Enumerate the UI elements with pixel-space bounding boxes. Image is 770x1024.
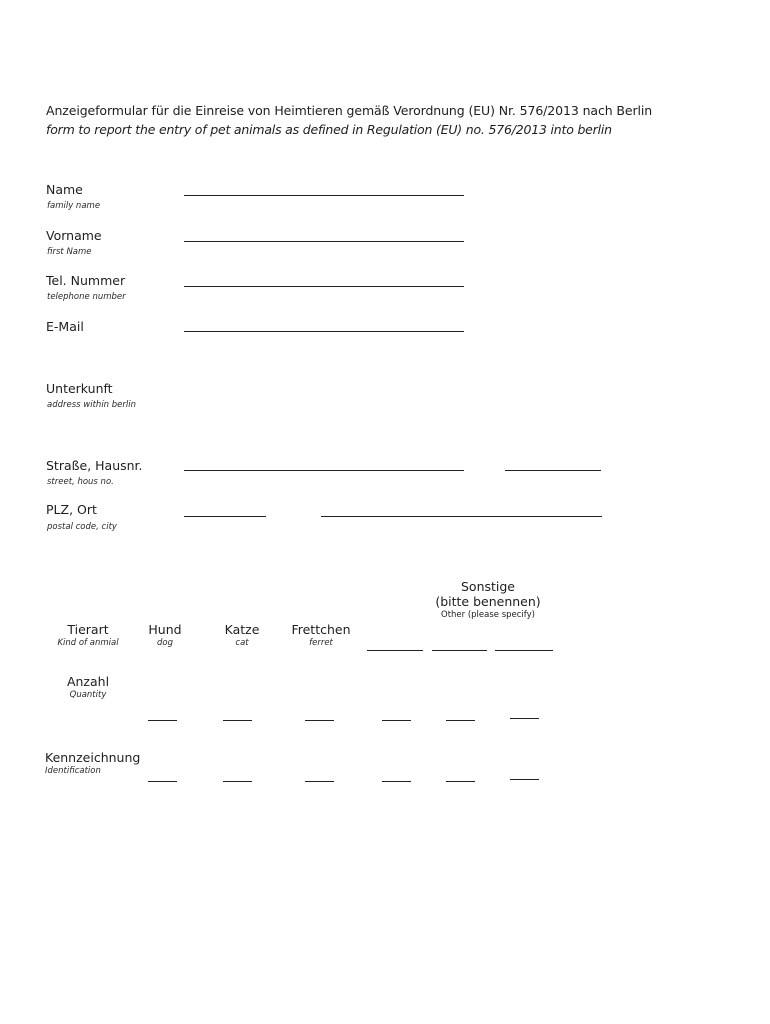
quantity-dog-field[interactable] [148,720,177,721]
other-header-line1: Sonstige [460,579,516,594]
accommodation-label: Unterkunft [46,381,113,396]
postal-code-field[interactable] [184,516,266,517]
column-cat-label: Katze [224,622,260,637]
quantity-cat-field[interactable] [223,720,252,721]
tel-label: Tel. Nummer [46,273,126,288]
identification-label: Kennzeichnung [45,750,141,765]
column-ferret-label: Frettchen [291,622,351,637]
city-field[interactable] [321,516,602,517]
quantity-other-3-field[interactable] [510,718,539,719]
other-header-line2: (bitte benennen) [435,594,541,609]
identification-sublabel: Identification [45,766,101,776]
postal-city-label: PLZ, Ort [46,502,97,517]
street-field[interactable] [184,470,464,471]
identification-other-1-field[interactable] [382,781,411,782]
other-species-2-field[interactable] [432,650,487,651]
other-species-3-field[interactable] [495,650,553,651]
tel-sublabel: telephone number [47,292,126,302]
vorname-field[interactable] [184,241,464,242]
email-label: E-Mail [46,319,84,334]
name-sublabel: family name [47,201,101,211]
name-field[interactable] [184,195,464,196]
kind-label: Tierart [67,622,109,637]
identification-other-3-field[interactable] [510,779,539,780]
quantity-sublabel: Quantity [69,690,107,700]
quantity-label: Anzahl [66,674,110,689]
quantity-other-2-field[interactable] [446,720,475,721]
identification-dog-field[interactable] [148,781,177,782]
name-label: Name [46,182,83,197]
street-label: Straße, Hausnr. [46,458,143,473]
kind-sublabel: Kind of anmial [57,638,119,648]
quantity-other-1-field[interactable] [382,720,411,721]
house-number-field[interactable] [505,470,601,471]
email-field[interactable] [184,331,464,332]
postal-city-sublabel: postal code, city [47,522,117,532]
identification-ferret-field[interactable] [305,781,334,782]
other-species-1-field[interactable] [367,650,423,651]
column-dog-label: Hund [148,622,182,637]
column-cat-sublabel: cat [235,638,249,648]
identification-other-2-field[interactable] [446,781,475,782]
form-title-english: form to report the entry of pet animals as defined in Regulation (EU) no. 576/2013 into berlin [46,122,612,137]
accommodation-sublabel: address within berlin [47,400,136,410]
vorname-sublabel: first Name [47,247,92,257]
form-title-german: Anzeigeformular für die Einreise von Heimtieren gemäß Verordnung (EU) Nr. 576/2013 nach Berlin [46,103,653,118]
street-sublabel: street, hous no. [47,477,114,487]
tel-field[interactable] [184,286,464,287]
vorname-label: Vorname [46,228,102,243]
column-dog-sublabel: dog [157,638,173,648]
identification-cat-field[interactable] [223,781,252,782]
quantity-ferret-field[interactable] [305,720,334,721]
column-ferret-sublabel: ferret [309,638,333,648]
other-header-sublabel: Other (please specify) [441,610,535,620]
